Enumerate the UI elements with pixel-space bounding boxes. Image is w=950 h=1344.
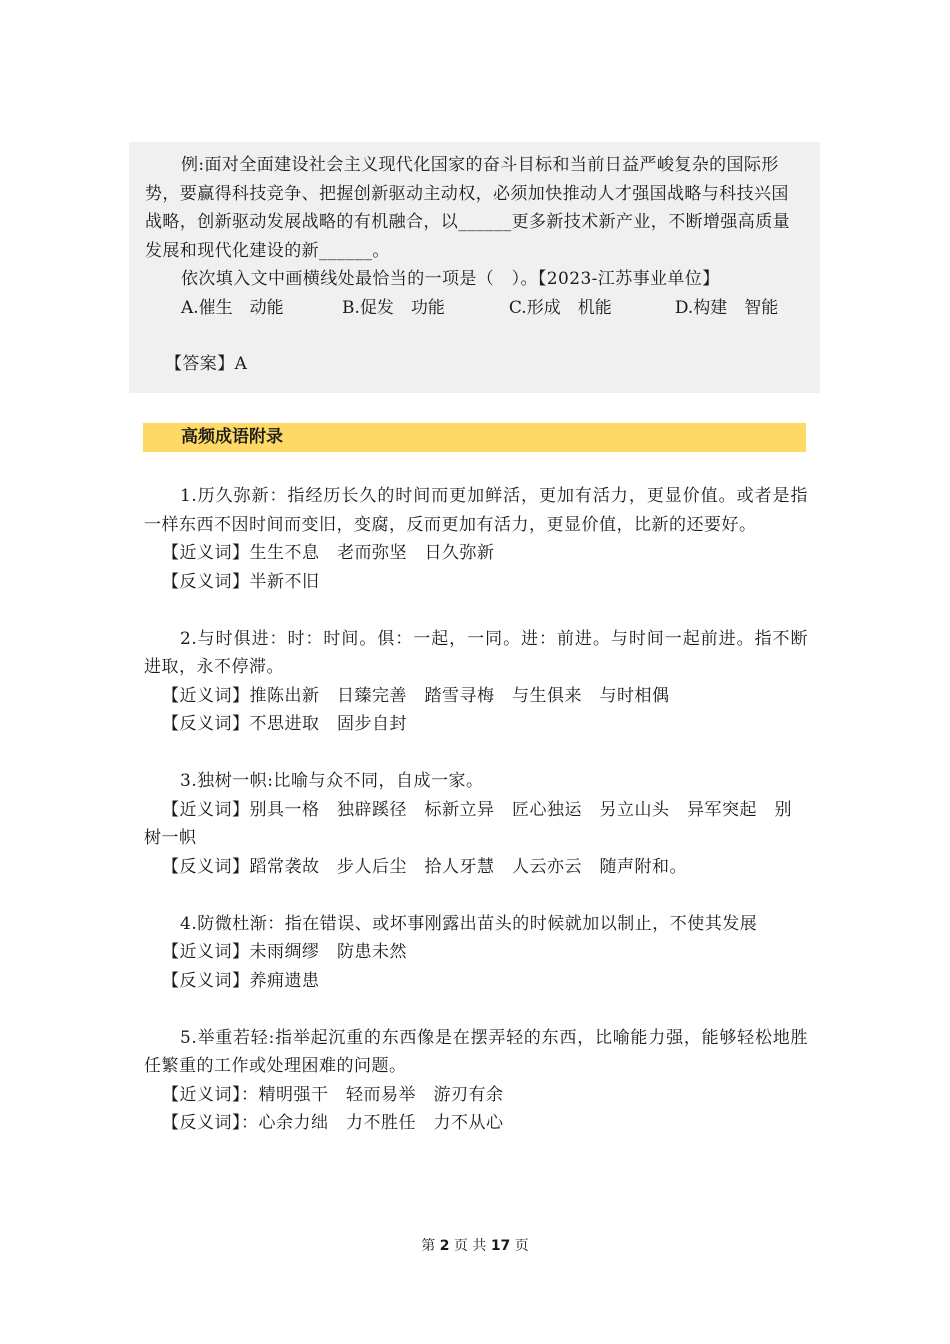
idiom-entry [144,910,808,996]
total-pages-number: 17 [490,1238,511,1254]
option-d: D.构建 智能 [674,297,779,318]
idiom-synonyms: 【近义词】推陈出新 日臻完善 踏雪寻梅 与生俱来 与时相偶 [162,685,670,706]
idiom-list [144,482,808,1166]
answer-options [145,294,804,323]
idiom-entry [144,625,808,739]
idiom-definition: 1.历久弥新：指经历长久的时间而更加鲜活，更加有活力，更显价值。或者是指一样东西不因时间而变旧，变腐，反而更加有活力，更显价值，比新的还要好。 [144,486,808,535]
idiom-definition: 3.独树一帜:比喻与众不同，自成一家。 [180,771,484,791]
idiom-synonyms: 【近义词】：精明强干 轻而易举 游刃有余 [162,1084,504,1105]
section-heading: 高频成语附录 [143,423,806,452]
idiom-entry [144,482,808,596]
current-page-number: 2 [439,1238,450,1254]
example-answer: 【答案】A [165,354,248,374]
page-footer [0,1236,950,1256]
example-question-box [129,142,820,393]
idiom-antonyms: 【反义词】半新不旧 [162,571,320,592]
idiom-synonyms: 【近义词】生生不息 老而弥坚 日久弥新 [162,543,495,563]
idiom-definition: 4.防微杜渐：指在错误、或坏事刚露出苗头的时候就加以制止，不使其发展 [180,913,758,934]
footer-suffix: 页 [514,1238,529,1254]
option-a: A.催生 动能 [181,297,284,318]
example-prompt: 依次填入文中画横线处最恰当的一项是（ ）。【2023-江苏事业单位】 [181,269,720,289]
idiom-entry [144,767,808,881]
idiom-definition: 2.与时俱进：时：时间。俱：一起，一同。进：前进。与时间一起前进。指不断进取，永不停滞。 [144,628,808,677]
idiom-synonyms: 【近义词】别具一格 独辟蹊径 标新立异 匠心独运 另立山头 异军突起 别树一帜 [144,799,792,848]
idiom-definition: 5.举重若轻:指举起沉重的东西像是在摆弄轻的东西，比喻能力强，能够轻松地胜任繁重的工作或处理困难的问题。 [144,1027,808,1076]
footer-middle: 页 共 [453,1238,487,1254]
idiom-antonyms: 【反义词】养痈遗患 [162,970,320,991]
example-question-text: 例:面对全面建设社会主义现代化国家的奋斗目标和当前日益严峻复杂的国际形势，要赢得科技竞争、把握创新驱动主动权，必须加快推动人才强国战略与科技兴国战略，创新驱动发展战略的有机融合，以______更多新技术新产业，不断增强高质量发展和现代化建设的新______。 [145,155,790,261]
idiom-synonyms: 【近义词】未雨绸缪 防患未然 [162,942,407,962]
idiom-antonyms: 【反义词】不思进取 固步自封 [162,714,407,734]
idiom-antonyms: 【反义词】：心余力绌 力不胜任 力不从心 [162,1113,504,1133]
footer-prefix: 第 [421,1238,436,1254]
idiom-antonyms: 【反义词】蹈常袭故 步人后尘 拾人牙慧 人云亦云 随声附和。 [162,856,687,877]
option-b: B.促发 功能 [341,297,445,318]
idiom-entry [144,1024,808,1138]
option-c: C.形成 机能 [508,297,612,318]
